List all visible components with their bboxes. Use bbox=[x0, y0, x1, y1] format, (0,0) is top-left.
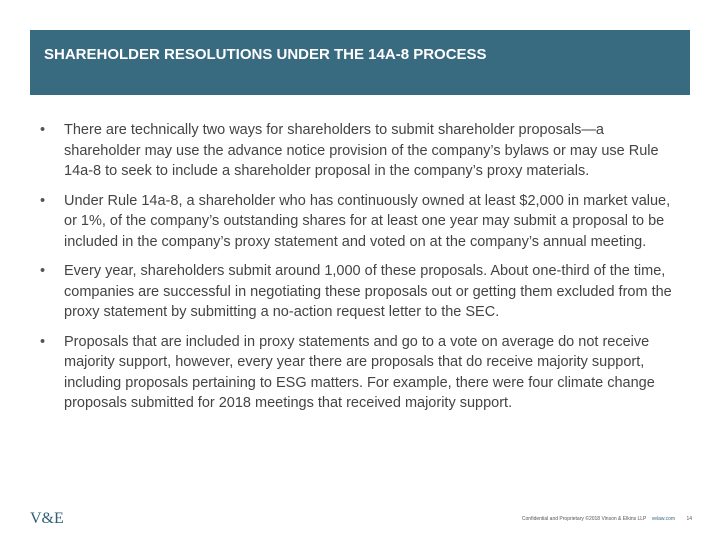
bullet-item bbox=[40, 332, 680, 414]
bullet-text: There are technically two ways for shareholders to submit shareholder proposals—a shareholder may use the advance notice provision of the company’s bylaws or may use Rule 14a-8 to seek to include a shareholder proposal in the company’s proxy materials. bbox=[64, 122, 659, 179]
bullet-text: Proposals that are included in proxy statements and go to a vote on average do not receive majority support, however, every year there are proposals that do receive majority support, including proposals pertaining to ESG matters. For example, there were four climate change proposals submitted for 2018 meetings that received majority support. bbox=[64, 333, 655, 411]
page-number: 14 bbox=[686, 516, 692, 522]
bullet-list bbox=[40, 120, 680, 414]
bullet-item bbox=[40, 261, 680, 323]
slide-body bbox=[40, 120, 680, 423]
bullet-icon: • bbox=[40, 333, 46, 350]
footer-info bbox=[522, 516, 692, 522]
bullet-icon: • bbox=[40, 122, 46, 138]
bullet-text: Under Rule 14a-8, a shareholder who has continuously owned at least $2,000 in market value, or 1%, of the company’s outstanding shares for at least one year may submit a proposal to be included in the company’s proxy statement and voted on at the company’s annual meeting. bbox=[64, 192, 671, 250]
bullet-icon: • bbox=[40, 263, 46, 279]
title-banner bbox=[30, 30, 690, 95]
bullet-icon: • bbox=[40, 192, 46, 209]
bullet-text: Every year, shareholders submit around 1,000 of these proposals. About one-third of the time, companies are successful in negotiating these proposals out or getting them excluded from the proxy statement by submitting a no-action request letter to the SEC. bbox=[64, 263, 672, 320]
bullet-item bbox=[40, 120, 680, 182]
bullet-item bbox=[40, 191, 680, 253]
confidential-notice: Confidential and Proprietary ©2018 Vinson & Elkins LLP bbox=[521, 516, 647, 522]
slide-title: SHAREHOLDER RESOLUTIONS UNDER THE 14A-8 PROCESS bbox=[44, 46, 487, 63]
company-logo: V&E bbox=[30, 510, 64, 527]
website-link[interactable]: velaw.com bbox=[651, 516, 676, 522]
